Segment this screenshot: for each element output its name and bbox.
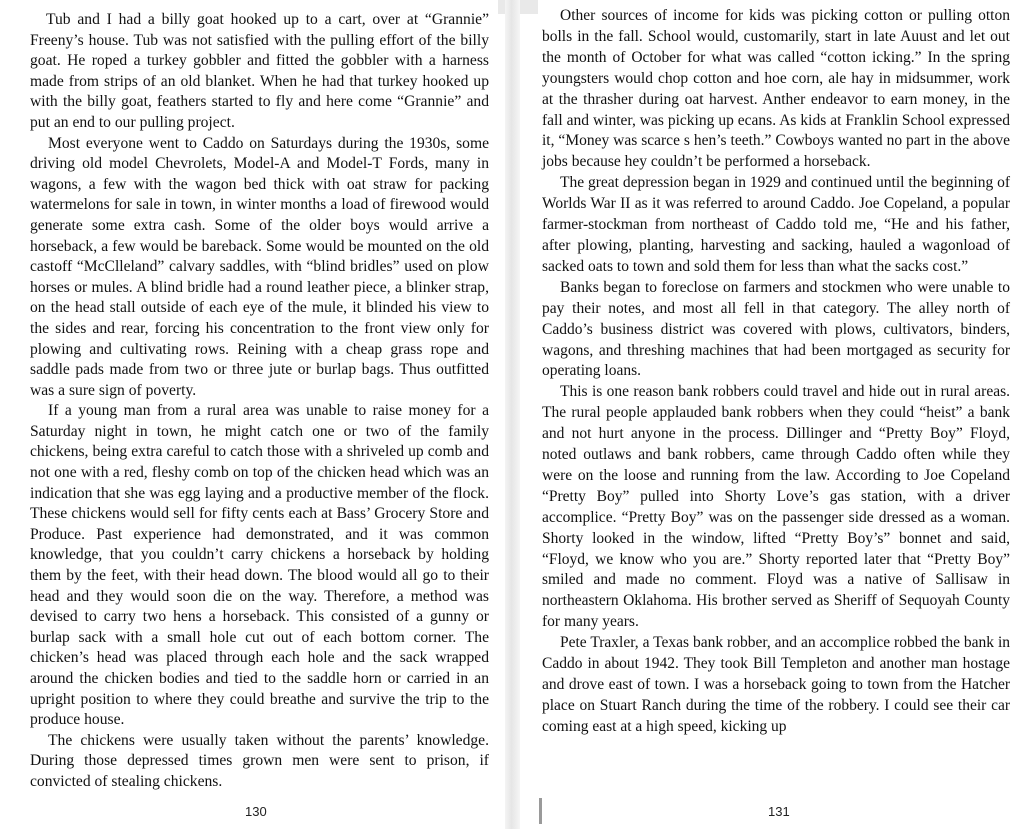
paragraph: Banks began to foreclose on farmers and stockmen who were unable to pay their notes, and most all fell in that category. The alley north of Caddo’s business district was covered with plows, cultivators, binders, wagons, and threshing machines that had been mortgaged as security for operating loans. [542, 278, 1010, 380]
right-page [520, 0, 1024, 829]
paragraph: This is one reason bank robbers could travel and hide out in rural areas. The rural people applauded bank robbers when they could “heist” a bank and not hurt anyone in the process. Dillinger and “Pretty Boy” Floyd, noted outlaws and bank robbers, came through Caddo often while they were on the loose and running from the law. According to Joe Copeland “Pretty Boy” pulled into Shorty Love’s gas station, with a driver accomplice. “Pretty Boy” was on the passenger side dressed as a woman. Shorty looked in the window, lifted “Pretty Boy’s” bonnet and said, “Floyd, we know who you are.” Shorty reported later that “Pretty Boy” smiled and made no comment. Floyd was a native of Sallisaw in northeastern Oklahoma. His brother served as Sheriff of Sequoyah County for many years. [542, 383, 1010, 631]
left-page [0, 0, 505, 829]
paragraph: Other sources of income for kids was picking cotton or pulling otton bolls in the fall. School would, customarily, start in late Auust and let out the month of October for what was called “cotton icking.” In the spring youngsters would chop cotton and hoe corn, ale hay in midsummer, work at the thrasher during oat harvest. Anther endeavor to earn money, in the fall and winter, was picking up ecans. As kids at Franklin School expressed it, “Money was scarce s hen’s teeth.” Cowboys wanted no part in the above jobs because hey couldn’t be performed a horseback. [542, 7, 1010, 171]
book-gutter [505, 0, 520, 829]
paragraph: Most everyone went to Caddo on Saturdays during the 1930s, some driving old model Chevrolets, Model-A and Model-T Fords, many in wagons, a few with the wagon bed thick with oat straw for packing watermelons for sale in town, in winter months a load of firewood would generate some extra cash. Some of the older boys would arrive a horseback, a few would be bareback. Some would be mounted on the old castoff “McClleland” calvary saddles, with “blind bridles” used on plow horses or mules. A blind bridle had a round leather piece, a blinker strap, on the head stall outside of each eye of the mule, it blinded his view to the sides and rear, forcing his concentration to the front view only for plowing and cultivating rows. Reining with a cheap grass rope and saddle pads made from two or three jute or burlap bags. Thus outfitted was a sure sign of poverty. [30, 134, 489, 399]
paragraph: Pete Traxler, a Texas bank robber, and an accomplice robbed the bank in Caddo in about 1942. They took Bill Templeton and another man hostage and drove east of town. I was a horseback going to town from the Hatcher place on Stuart Ranch during the time of the robbery. I could see their car coming east at a high speed, kicking up [542, 634, 1010, 735]
paragraph: Tub and I had a billy goat hooked up to a cart, over at “Grannie” Freeny’s house. Tub was not satisfied with the pulling effort of the billy goat. He roped a turkey gobbler and fitted the gobbler with a harness made from strips of an old blanket. When he had that turkey hooked up with the billy goat, feathers started to fly and here come “Grannie” and put an end to our pulling project. [30, 11, 489, 131]
page-number-right: 131 [768, 804, 790, 819]
gutter-mark [539, 798, 542, 824]
paragraph: If a young man from a rural area was unable to raise money for a Saturday night in town, he might catch one or two of the family chickens, being extra careful to catch those with a shriveled up comb and not one with a red, fleshy comb on top of the chicken head which was an indication that she was egg laying and a productive member of the flock. These chickens would sell for fifty cents each at Bass’ Grocery Store and Produce. Past experience had demonstrated, and it was common knowledge, that you couldn’t carry chickens a horseback by holding them by the feet, with their head down. The blood would all go to their head and they would soon die on the way. Therefore, a method was devised to carry two hens a horseback. This consisted of a gunny or burlap sack with a small hole cut out of each bottom corner. The chicken’s head was placed through each hole and the sack wrapped around the chicken bodies and tied to the saddle horn or carried in an upright position to where they could breathe and survive the trip to the produce house. [30, 402, 489, 729]
page-number-left: 130 [245, 804, 267, 819]
paragraph: The chickens were usually taken without the parents’ knowledge. During those depressed times grown men were sent to prison, if convicted of stealing chickens. [30, 731, 489, 790]
paragraph: The great depression began in 1929 and continued until the beginning of Worlds War II as it was referred to around Caddo. Joe Copeland, a popular farmer-stockman from northeast of Caddo told me, “He and his father, after plowing, planting, harvesting and sacking, hauled a wagonload of sacked oats to town and sold them for less than what the sacks cost.” [542, 174, 1010, 275]
